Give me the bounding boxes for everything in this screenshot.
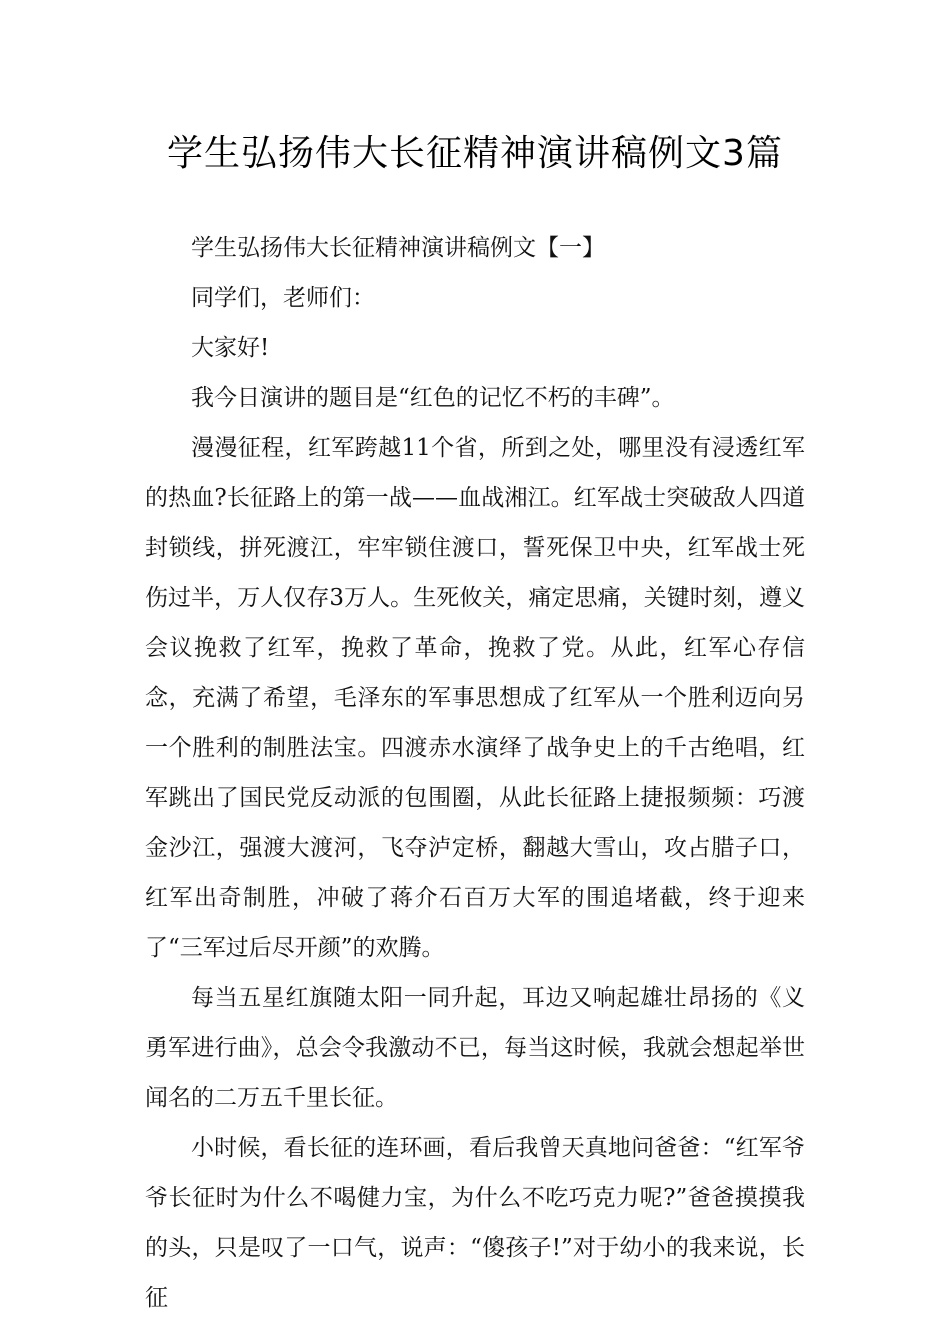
paragraph-topic: 我今日演讲的题目是“红色的记忆不朽的丰碑”。	[191, 385, 675, 411]
paragraph-childhood: 小时候，看长征的连环画，看后我曾天真地问爸爸：“红军爷爷长征时为什么不喝健力宝，为什么不吃巧克力呢?”爸爸摸摸我的头，只是叹了一口气，说声：“傻孩子!”对于幼小的我来说，长征	[145, 1135, 805, 1311]
document-title: 学生弘扬伟大长征精神演讲稿例文3篇	[167, 133, 783, 174]
paragraph-long-march: 漫漫征程，红军跨越11个省，所到之处，哪里没有浸透红军的热血?长征路上的第一战——血战湘江。红军战士突破敌人四道封锁线，拼死渡江，牢牢锁住渡口，誓死保卫中央，红军战士死伤过半，万人仅存3万人。生死攸关，痛定思痛，关键时刻，遵义会议挽救了红军，挽救了革命，挽救了党。从此，红军心存信念，充满了希望，毛泽东的军事思想成了红军从一个胜利迈向另一个胜利的制胜法宝。四渡赤水演绎了战争史上的千古绝唱，红军跳出了国民党反动派的包围圈，从此长征路上捷报频频：巧渡金沙江，强渡大渡河，飞夺泸定桥，翻越大雪山，攻占腊子口，红军出奇制胜，冲破了蒋介石百万大军的围追堵截，终于迎来了“三军过后尽开颜”的欢腾。	[145, 435, 805, 961]
paragraph-subtitle: 学生弘扬伟大长征精神演讲稿例文【一】	[191, 235, 605, 261]
paragraph-flag: 每当五星红旗随太阳一同升起，耳边又响起雄壮昂扬的《义勇军进行曲》，总会令我激动不已，每当这时候，我就会想起举世闻名的二万五千里长征。	[145, 985, 805, 1111]
document-body	[145, 223, 805, 1323]
paragraph-hello: 大家好!	[191, 335, 270, 361]
paragraph-greeting: 同学们，老师们：	[191, 285, 375, 311]
